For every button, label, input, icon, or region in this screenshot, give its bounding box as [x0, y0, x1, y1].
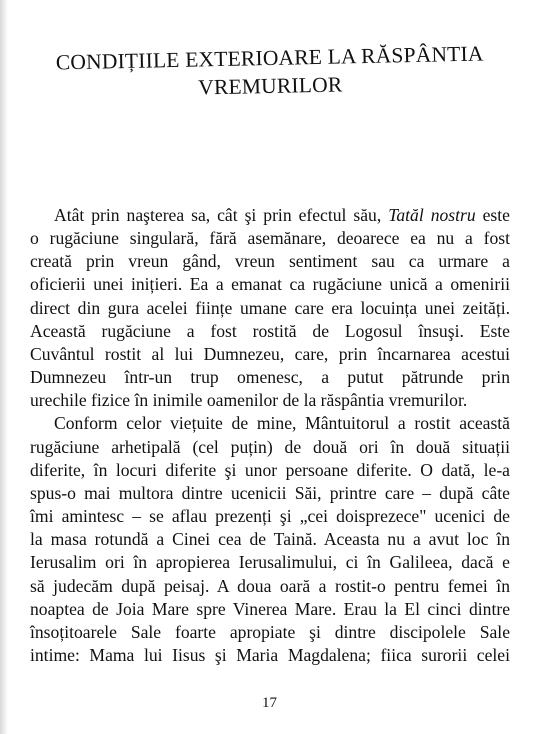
text-line: diferite, în locuri diferite şi unor persoane diferite. O dată, le-a — [30, 459, 510, 480]
chapter-title — [19, 39, 520, 105]
text-line: oficierii unei inițieri. Ea a emanat ca rugăciune unică a omenirii — [30, 274, 510, 295]
page-number: 17 — [262, 695, 277, 711]
text-line: spus-o mai multora dintre ucenicii Săi, printre care – după câte — [30, 482, 510, 503]
text-line: urechile fizice în inimile oamenilor de la răspântia vremurilor. — [30, 390, 468, 411]
text-line: direct din gura acelei ființe umane care era locuința unei zeități. — [30, 297, 510, 318]
text-line: îmi amintesc – se aflau prezenți şi „cei doisprezece" ucenici de — [30, 506, 510, 527]
text-line: o rugăciune singulară, fără asemănare, deoarece ea nu a fost — [30, 228, 510, 249]
text-line: să judecăm după peisaj. A doua oară a rostit-o pentru femei în — [30, 575, 510, 596]
chapter-title-line-2: VREMURILOR — [197, 72, 343, 100]
text-line: Această rugăciune a fost rostită de Logosul însuşi. Este — [30, 320, 510, 341]
text-line: intime: Mama lui Iisus şi Maria Magdalena; fiica surorii celei — [30, 644, 510, 665]
binding-shadow — [0, 0, 8, 734]
text-line: rugăciune arhetipală (cel puțin) de două ori în două situații — [30, 436, 510, 457]
chapter-title-line-1: CONDIȚIILE EXTERIOARE LA RĂSPÂNTIA — [55, 41, 484, 75]
body-text — [30, 204, 510, 667]
paragraph-1 — [30, 204, 510, 412]
prayer-title-italic: Tatăl nostru — [388, 205, 476, 225]
text-line: Ierusalim ori în apropierea Ierusalimului, ci în Galileea, dacă e — [30, 552, 510, 573]
text-line: Atât prin naşterea sa, cât şi prin efectul său, Tatăl nostru este — [54, 205, 510, 225]
paragraph-2 — [30, 412, 510, 667]
text-line: creată prin vreun gând, vreun sentiment sau ca urmare a — [30, 251, 510, 272]
text-line: la masa rotundă a Cinei cea de Taină. Aceasta nu a avut loc în — [30, 529, 510, 550]
text-line: Dumnezeu într-un trup omenesc, a putut pătrunde prin — [30, 367, 510, 388]
text-line: Cuvântul rostit al lui Dumnezeu, care, prin încarnarea acestui — [30, 343, 510, 364]
text-line: însoțitoarele Sale foarte apropiate şi dintre discipolele Sale — [30, 621, 510, 642]
text-line: Conform celor viețuite de mine, Mântuitorul a rostit această — [54, 413, 510, 434]
text-line: noaptea de Joia Mare spre Vinerea Mare. Erau la El cinci dintre — [30, 598, 510, 619]
